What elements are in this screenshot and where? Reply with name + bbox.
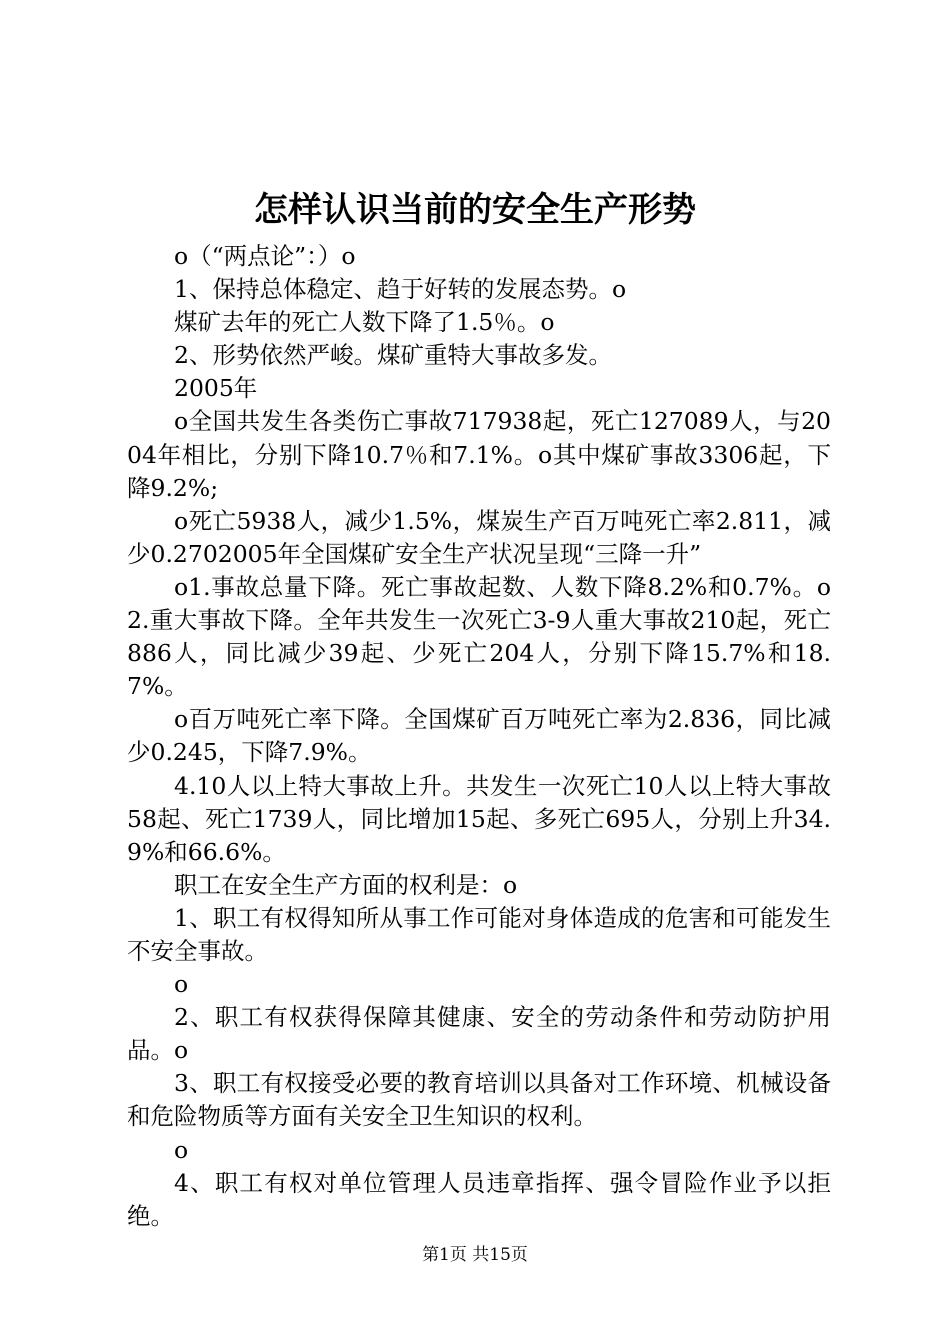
paragraph: 煤矿去年的死亡人数下降了1.5％。o [174,308,555,337]
paragraph: 4、职工有权对单位管理人员违章指挥、强令冒险作业予以拒绝。 [127,1168,831,1230]
paragraph: o（“两点论”：）o [174,242,356,270]
paragraph: o [174,1135,189,1164]
document-title: 怎样认识当前的安全生产形势 [254,190,696,230]
paragraph: 4.10人以上特大事故上升。共发生一次死亡10人以上特大事故58起、死亡1739人，同比增加15起、多死亡695人，分别上升34.9%和66.6%。 [127,771,831,866]
paragraph: o死亡5938人，减少1.5%，煤炭生产百万吨死亡率2.811，减少0.2702005年全国煤矿安全生产状况呈现“三降一升” [127,506,831,568]
paragraph: 职工在安全生产方面的权利是：o [174,870,518,899]
paragraph: 2、职工有权获得保障其健康、安全的劳动条件和劳动防护用品。o [127,1003,831,1065]
paragraph: o百万吨死亡率下降。全国煤矿百万吨死亡率为2.836，同比减少0.245，下降7.9%。 [127,705,831,767]
paragraph: 3、职工有权接受必要的教育培训以具备对工作环境、机械设备和危险物质等方面有关安全卫生知识的权利。 [127,1069,831,1131]
paragraph: 1、保持总体稳定、趋于好转的发展态势。o [174,275,627,304]
paragraph: 2005年 [174,374,258,403]
document-body [127,240,831,1233]
page-footer: 第1页 共15页 [422,1245,528,1265]
paragraph: o1.事故总量下降。死亡事故起数、人数下降8.2%和0.7%。o2.重大事故下降。全年共发生一次死亡3-9人重大事故210起，死亡886人，同比减少39起、少死亡204人，分别下降15.7%和18.7%。 [127,572,831,701]
paragraph: o全国共发生各类伤亡事故717938起，死亡127089人，与2004年相比，分别下降10.7％和7.1%。o其中煤矿事故3306起，下降9.2%; [127,407,831,502]
paragraph: o [174,970,189,999]
paragraph: 2、形势依然严峻。煤矿重特大事故多发。 [174,341,612,370]
paragraph: 1、职工有权得知所从事工作可能对身体造成的危害和可能发生不安全事故。 [127,903,831,965]
